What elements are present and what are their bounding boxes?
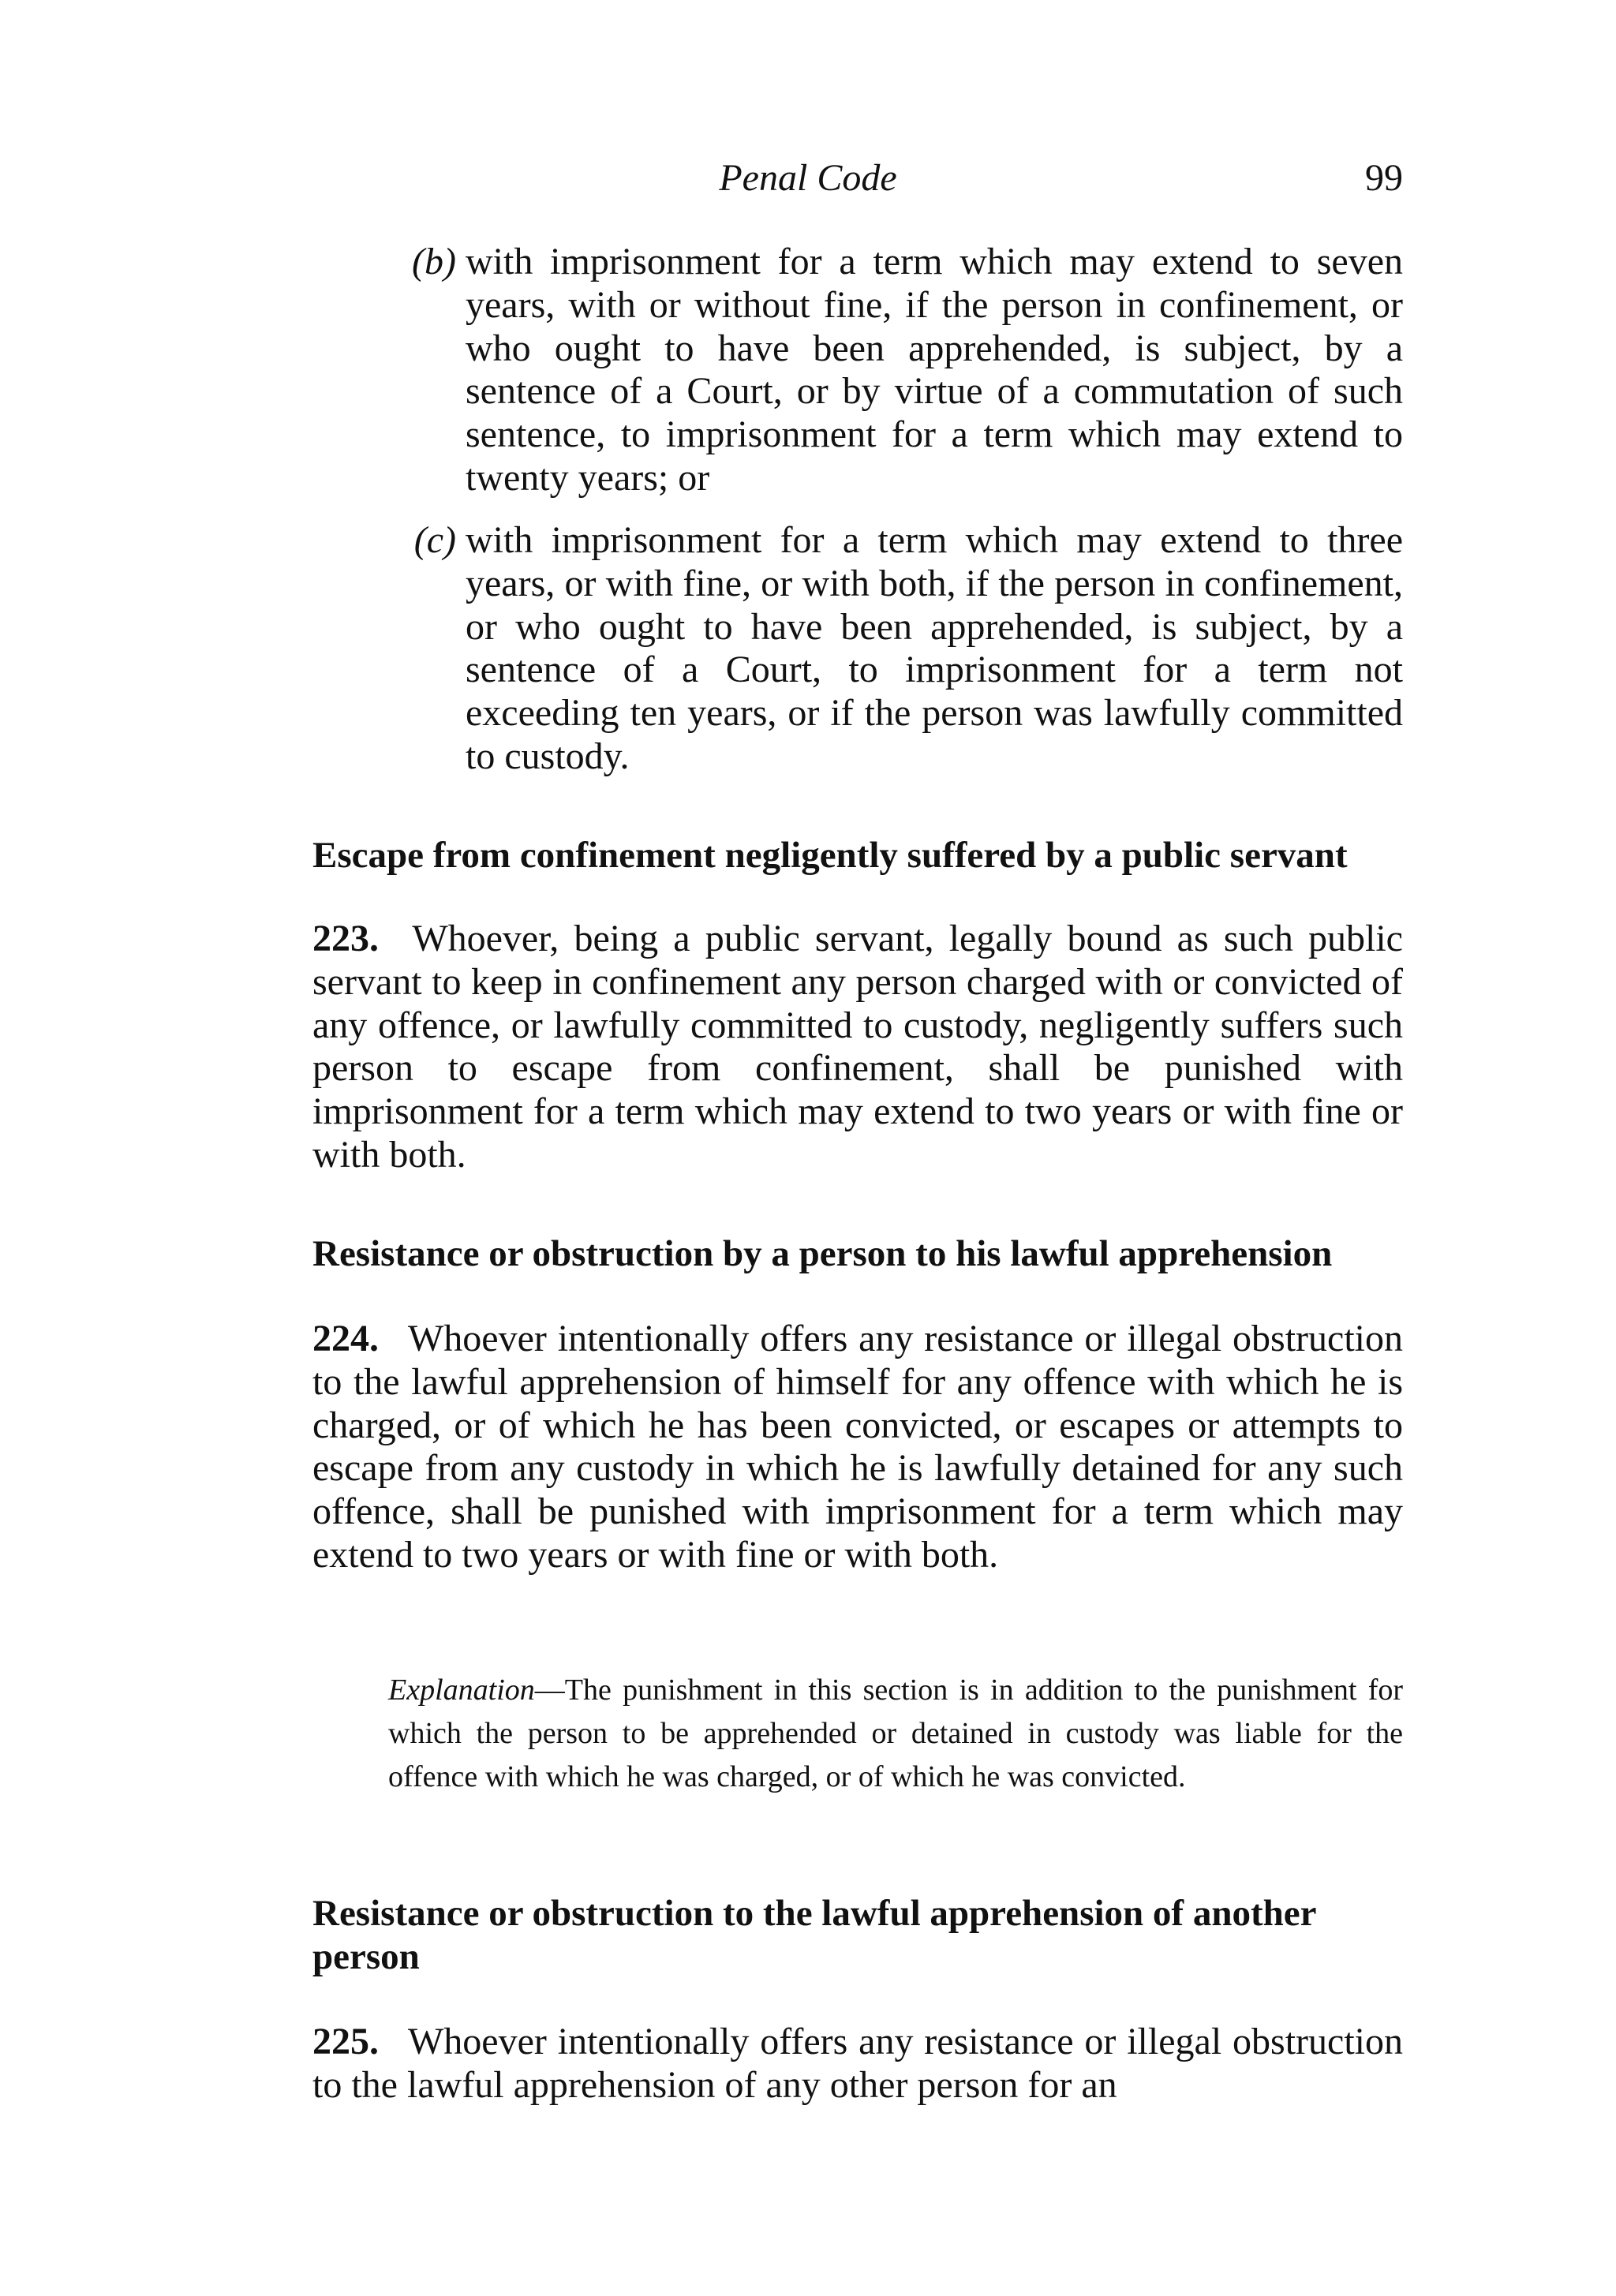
explanation-note (388, 1669, 1403, 1799)
explanation-label: Explanation (388, 1673, 535, 1707)
item-label: (b) (412, 241, 456, 282)
page-number: 99 (1365, 157, 1403, 199)
section-text: Whoever intentionally offers any resistance or illegal obstruction to the lawful apprehension of any other person for an (312, 2021, 1403, 2106)
running-header-title: Penal Code (719, 157, 897, 199)
explanation-text: —The punishment in this section is in addition to the punishment for which the person to be apprehended or detained in custody was liable for the offence with which he was charged, or of which he was convicted. (388, 1673, 1403, 1793)
section-text: Whoever, being a public servant, legally bound as such public servant to keep in confinement any person charged with or convicted of any offence, or lawfully committed to custody, negligently suffers such person to escape from confinement, shall be punished with imprisonment for a term which may extend to two years or with fine or with both. (312, 918, 1403, 1176)
section-text: Whoever intentionally offers any resistance or illegal obstruction to the lawful apprehension of himself for any offence with which he is charged, or of which he has been convicted, or escapes or attempts to escape from any custody in which he is lawfully detained for any such offence, shall be punished with imprisonment for a term which may extend to two years or with fine or with both. (312, 1318, 1403, 1576)
section-heading: Escape from confinement negligently suffered by a public servant (312, 835, 1348, 876)
section-paragraph (312, 2021, 1403, 2107)
section-number: 223. (312, 918, 398, 959)
item-text: with imprisonment for a term which may extend to seven years, with or without fine, if the person in confinement, or who ought to have been apprehended, is subject, by a sentence of a Court, or by virtue of a commutation of such sentence, to imprisonment for a term which may extend to twenty years; or (466, 241, 1403, 499)
list-item (412, 241, 1403, 500)
section-heading: Resistance or obstruction to the lawful apprehension of another person (312, 1893, 1316, 1977)
list-item (413, 519, 1403, 779)
section-paragraph (312, 1318, 1403, 1577)
section-number: 224. (312, 1318, 398, 1359)
section-paragraph (312, 918, 1403, 1177)
item-label: (c) (413, 519, 456, 561)
item-text: with imprisonment for a term which may extend to three years, or with fine, or with both, if the person in confinement, or who ought to have been apprehended, is subject, by a sentence of a Court, to imprisonment for a term not exceeding ten years, or if the person was lawfully committed to custody. (466, 519, 1403, 777)
section-heading: Resistance or obstruction by a person to his lawful apprehension (312, 1233, 1333, 1274)
section-number: 225. (312, 2021, 398, 2062)
